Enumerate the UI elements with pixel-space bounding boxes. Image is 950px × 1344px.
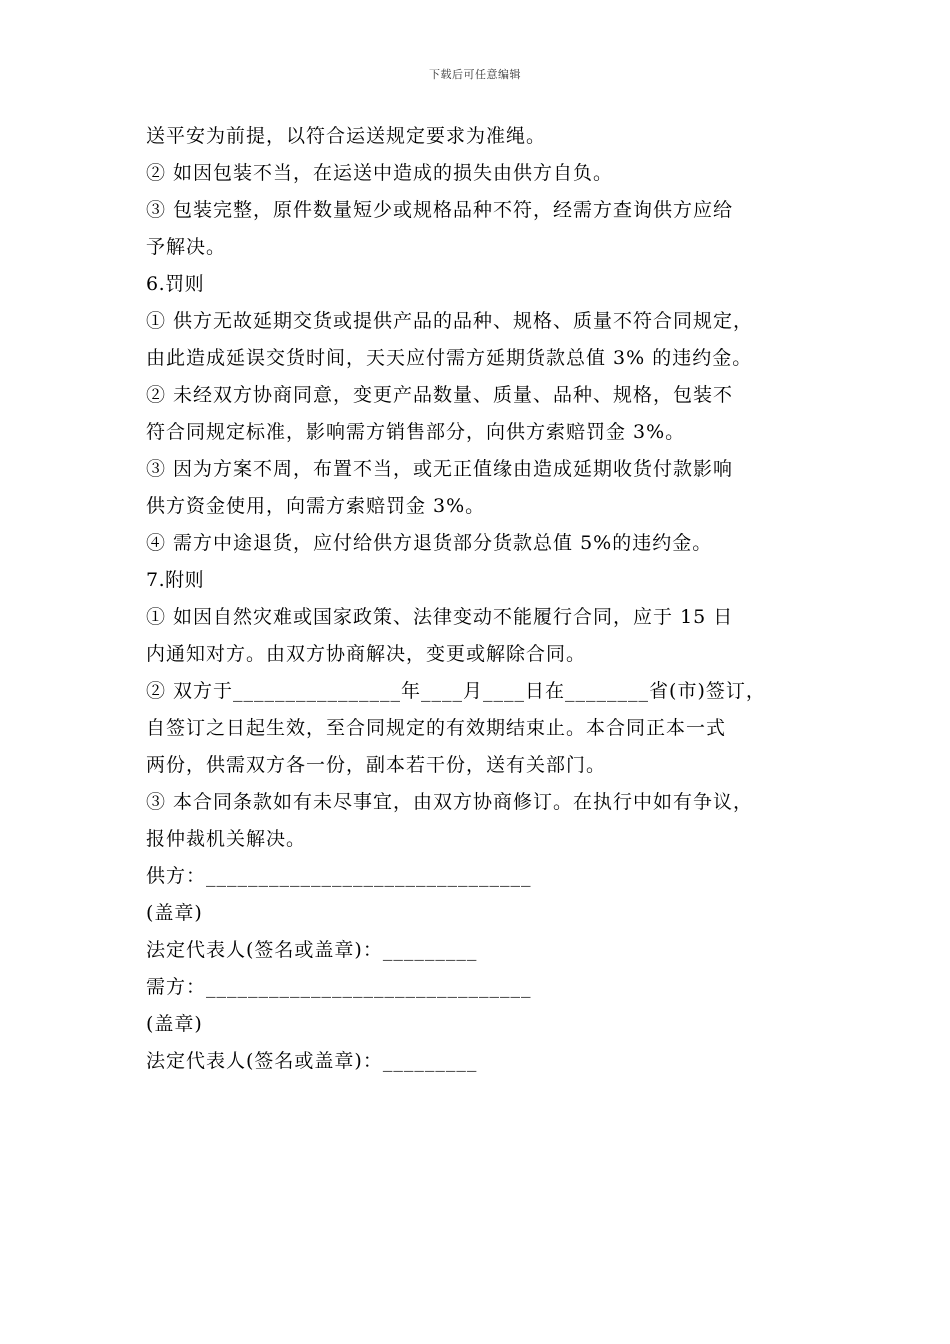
section-heading-penalty: 6.罚则	[146, 273, 205, 295]
text-line: 符合同规定标准，影响需方销售部分，向供方索赔罚金 3%。	[146, 421, 686, 443]
text-line: ④ 需方中途退货，应付给供方退货部分货款总值 5%的违约金。	[146, 532, 713, 554]
text-line: 予解决。	[146, 236, 227, 258]
text-line: 供方资金使用，向需方索赔罚金 3%。	[146, 495, 486, 517]
text-line: ① 供方无故延期交货或提供产品的品种、规格、质量不符合同规定，	[146, 310, 754, 332]
text-line: 送平安为前提，以符合运送规定要求为准绳。	[146, 125, 547, 147]
text-line: ② 未经双方协商同意，变更产品数量、质量、品种、规格，包装不	[146, 384, 734, 406]
supplier-representative-line: 法定代表人(签名或盖章)：_________	[146, 939, 478, 961]
buyer-representative-line: 法定代表人(签名或盖章)：_________	[146, 1050, 478, 1072]
text-line: 报仲裁机关解决。	[146, 828, 307, 850]
buyer-seal-label: (盖章)	[146, 1013, 203, 1035]
buyer-signature-line: 需方：_______________________________	[146, 976, 532, 998]
text-line: ③ 因为方案不周，布置不当，或无正值缘由造成延期收货付款影响	[146, 458, 734, 480]
page-header-note: 下载后可任意编辑	[429, 68, 521, 81]
text-line: 两份，供需双方各一份，副本若干份，送有关部门。	[146, 754, 607, 776]
document-body	[146, 118, 826, 1080]
text-line: 内通知对方。由双方协商解决，变更或解除合同。	[146, 643, 587, 665]
text-line: ① 如因自然灾难或国家政策、法律变动不能履行合同，应于 15 日	[146, 606, 734, 628]
supplier-seal-label: (盖章)	[146, 902, 203, 924]
text-line: 自签订之日起生效，至合同规定的有效期结束止。本合同正本一式	[146, 717, 727, 739]
text-line: ② 双方于________________年____月____日在________省(市)签订，	[146, 680, 766, 702]
text-line: ② 如因包装不当，在运送中造成的损失由供方自负。	[146, 162, 614, 184]
text-line: 由此造成延误交货时间，天天应付需方延期货款总值 3% 的违约金。	[146, 347, 753, 369]
text-line: ③ 本合同条款如有未尽事宜，由双方协商修订。在执行中如有争议，	[146, 791, 754, 813]
supplier-signature-line: 供方：_______________________________	[146, 865, 532, 887]
section-heading-appendix: 7.附则	[146, 569, 205, 591]
text-line: ③ 包装完整，原件数量短少或规格品种不符，经需方查询供方应给	[146, 199, 734, 221]
